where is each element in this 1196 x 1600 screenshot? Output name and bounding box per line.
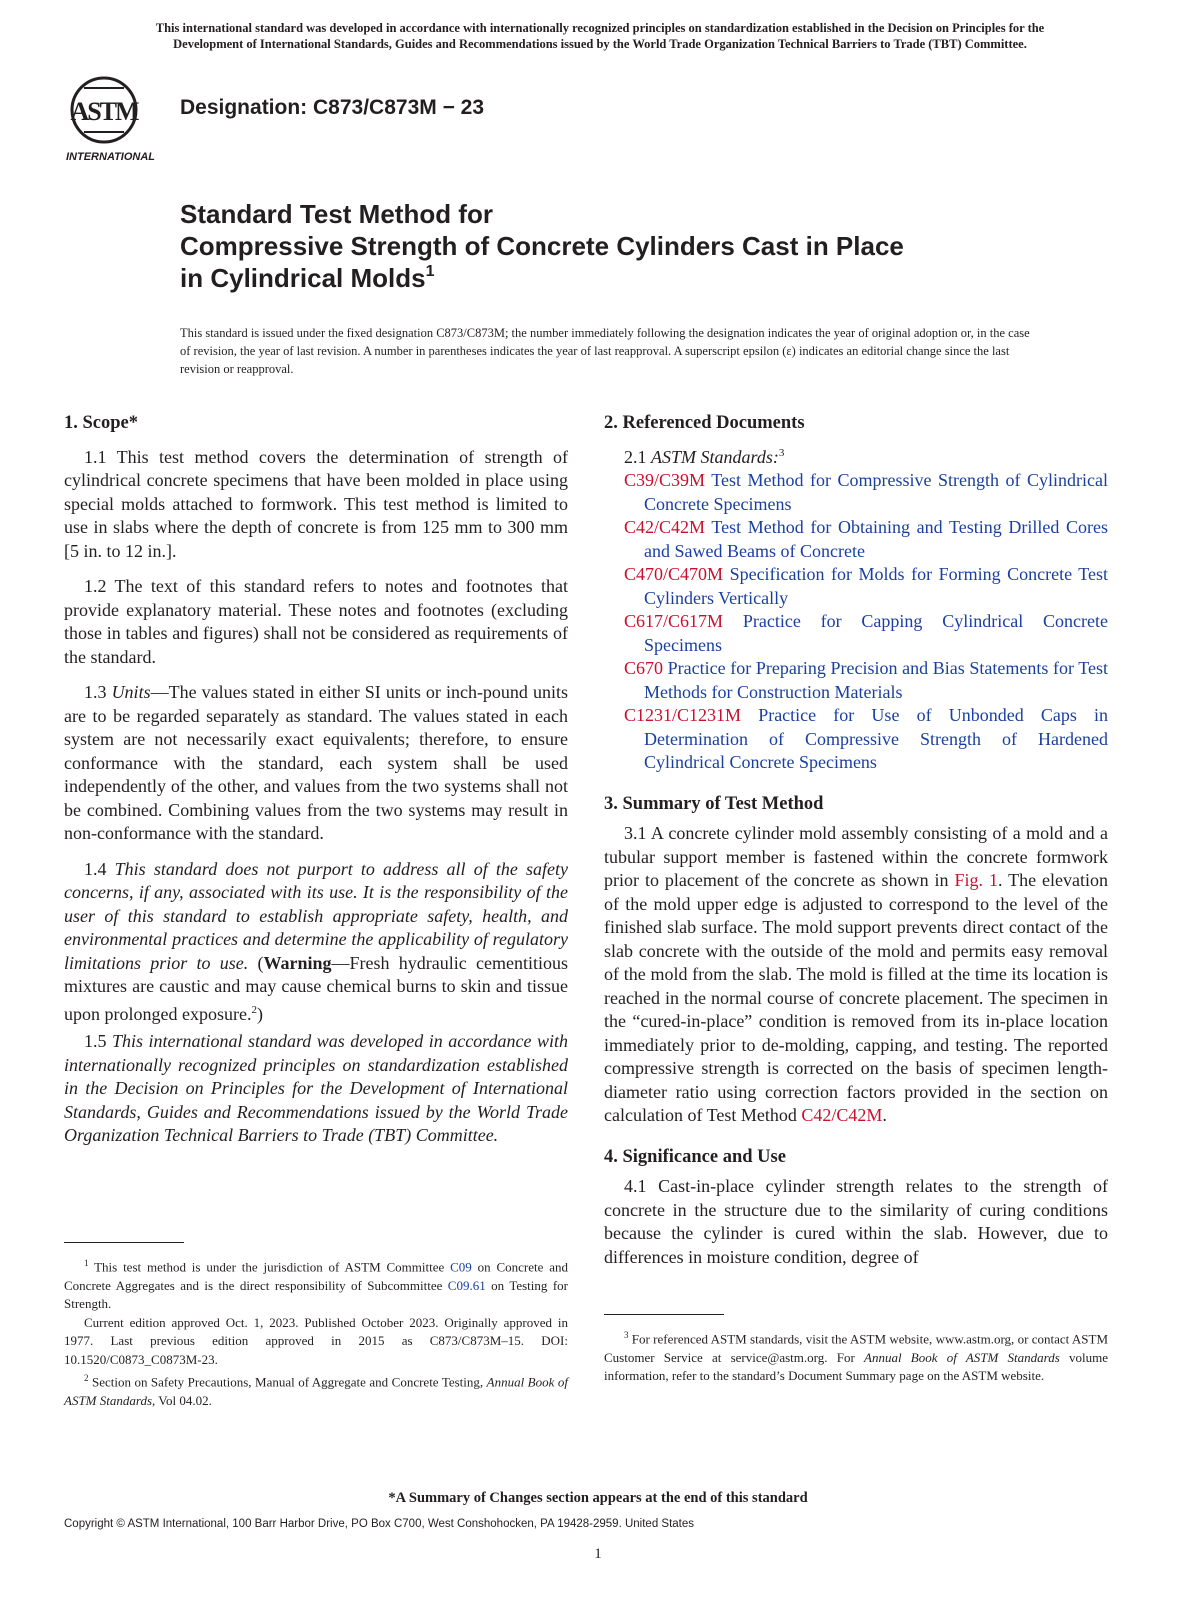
ref-item[interactable]: [604, 516, 1108, 563]
ref-item[interactable]: [604, 563, 1108, 610]
scope-1-5-italic: This international standard was developed in accordance with internationally recognized principles on standardization established in the Decision on Principles for the Development of International Standards, Guides and Recommendations issued by the World Trade Organization Technical Barriers to Trade (TBT) Committee.: [64, 1031, 568, 1145]
scope-1-3: [64, 681, 568, 846]
footnote-rule-right: [604, 1314, 724, 1315]
ref-item[interactable]: [604, 657, 1108, 704]
scope-1-4-rest: —Fresh hydraulic cementitious mixtures are caustic and may cause chemical burns to skin and tissue upon prolonged exposure.: [64, 952, 568, 1024]
link-fig-1[interactable]: Fig. 1: [954, 870, 998, 890]
referenced-documents-list: [604, 469, 1108, 775]
ref-code[interactable]: C42/C42M: [624, 517, 706, 537]
summary-of-changes-note: *A Summary of Changes section appears at the end of this standard: [388, 1490, 808, 1506]
link-c42[interactable]: C42/C42M: [801, 1105, 883, 1125]
astm-logo-icon: [66, 74, 166, 166]
right-column: [604, 412, 1108, 1269]
scope-1-5: [64, 1030, 568, 1148]
logo-caption: INTERNATIONAL: [66, 151, 156, 163]
designation: Designation: C873/C873M − 23: [180, 96, 485, 119]
footnote-right: [604, 1326, 1108, 1386]
footnote-3: [604, 1326, 1108, 1386]
title-line2: Compressive Strength of Concrete Cylinders Cast in Place: [180, 231, 904, 261]
scope-1-2: 1.2 The text of this standard refers to notes and footnotes that provide explanatory material. These notes and footnotes (excluding those in tables and figures) shall not be considered as requirements of the standard.: [64, 576, 568, 667]
wto-notice-line2: Development of International Standards, Guides and Recommendations issued by the World Trade Organization Technical Barriers to Trade (TBT) Committee.: [173, 37, 1027, 51]
scope-1-4-num: 1.4: [84, 858, 107, 879]
ref-sub-sup: 3: [778, 446, 785, 459]
scope-1-4-close: ): [256, 1003, 263, 1024]
fn1-mark: 1: [84, 1258, 89, 1268]
scope-1-3-num: 1.3: [84, 682, 107, 702]
significance-4-1: 4.1 Cast-in-place cylinder strength relates to the strength of concrete in the structure due to the similarity of curing conditions because the cylinder is cured within the slab. However, due to differences in moisture condition, degree of: [604, 1176, 1108, 1267]
ref-item[interactable]: [604, 469, 1108, 516]
footnote-2: [64, 1369, 568, 1410]
footnotes-left: [64, 1254, 568, 1411]
ref-sub-num: 2.1: [624, 446, 647, 467]
document-title: [180, 198, 1060, 294]
summary-3-1: [604, 822, 1108, 1128]
summary-heading: 3. Summary of Test Method: [604, 793, 824, 814]
title-line3: in Cylindrical Molds: [180, 263, 426, 293]
footnote-1: [64, 1254, 568, 1314]
ref-title[interactable]: Practice for Use of Unbonded Caps in Determination of Compressive Strength of Hardened Cylindrical Concrete Specimens: [644, 705, 1109, 772]
scope-1-1: 1.1 This test method covers the determination of strength of cylindrical concrete specimens that have been molded in place using special molds attached to formwork. This test method is limited to use in slabs where the depth of concrete is from 125 mm to 300 mm [5 in. to 12 in.].: [64, 446, 568, 561]
logo-text: ASTM: [70, 97, 138, 126]
ref-title[interactable]: Specification for Molds for Forming Concrete Test Cylinders Vertically: [644, 564, 1109, 608]
ref-item[interactable]: [604, 610, 1108, 657]
ref-code[interactable]: C617/C617M: [624, 611, 724, 631]
fn3-text-b: volume information, refer to the standard’s Document Summary page on the ASTM website.: [604, 1349, 1109, 1384]
summary-text-c: .: [882, 1105, 887, 1125]
referenced-documents-heading: 2. Referenced Documents: [604, 413, 805, 433]
fn1-text-b: on Concrete and Concrete Aggregates and is the direct responsibility of Subcommittee: [64, 1259, 568, 1293]
ref-title[interactable]: Test Method for Compressive Strength of Cylindrical Concrete Specimens: [644, 470, 1108, 514]
copyright-line: Copyright © ASTM International, 100 Barr Harbor Drive, PO Box C700, West Conshohocken, PA 19428-2959. United States: [64, 1518, 695, 1530]
scope-1-4: [64, 858, 568, 1027]
fn3-mark: 3: [624, 1330, 629, 1340]
wto-notice: [60, 20, 1140, 52]
link-c09-61[interactable]: C09.61: [447, 1277, 486, 1293]
fn2-text-b: , Vol 04.02.: [152, 1393, 212, 1409]
title-footnote-mark: 1: [425, 263, 435, 280]
ref-title[interactable]: Practice for Capping Cylindrical Concrete Specimens: [644, 611, 1108, 655]
fn1-text-c: on Testing for Strength.: [64, 1277, 568, 1312]
scope-1-4-sup: 2: [251, 1003, 257, 1016]
wto-notice-line1: This international standard was developed in accordance with internationally recognized principles on standardization established in the Decision on Principles for the: [155, 21, 1045, 35]
fn2-text-a: Section on Safety Precautions, Manual of Aggregate and Concrete Testing,: [88, 1374, 487, 1390]
title-line1: Standard Test Method for: [180, 199, 493, 229]
scope-1-4-open: (: [248, 952, 264, 973]
summary-text-b: . The elevation of the mold upper edge is adjusted to correspond to the level of the finished slab surface. The mold support prevents direct contact of the slab concrete with the outside of the mold and permits easy removal of the mold from the slab. The mold is filled at the time its location is reached in the normal course of concrete placement. The specimen in the “cured-in-place” condition is removed from its in-place location immediately prior to de-molding, capping, and testing. The reported compressive strength is corrected on the basis of specimen length-diameter ratio using correction factors provided in the section on calculation of Test Method: [604, 870, 1108, 1125]
fn3-text-a: For referenced ASTM standards, visit the ASTM website, www.astm.org, or contact ASTM Customer Service at service@astm.org. For: [604, 1331, 1108, 1365]
fn3-italic: Annual Book of ASTM Standards: [864, 1349, 1060, 1365]
ref-title[interactable]: Test Method for Obtaining and Testing Drilled Cores and Sawed Beams of Concrete: [644, 517, 1108, 561]
ref-title[interactable]: Practice for Preparing Precision and Bias Statements for Test Methods for Construction Materials: [644, 658, 1109, 702]
link-c09[interactable]: C09: [450, 1259, 472, 1275]
significance-heading: 4. Significance and Use: [604, 1146, 786, 1167]
footnote-1-edition: Current edition approved Oct. 1, 2023. Published October 2023. Originally approved in 1977. Last previous edition approved in 2015 as C873/C873M–15. DOI: 10.1520/C0873_C0873M-23.: [64, 1314, 568, 1367]
astm-logo: [66, 74, 166, 166]
ref-item[interactable]: [604, 704, 1108, 775]
astm-standards-subheading: [604, 442, 1108, 470]
footnote-rule-left: [64, 1242, 184, 1243]
warning-label: Warning: [263, 952, 332, 973]
issued-note: This standard is issued under the fixed designation C873/C873M; the number immediately following the designation indicates the year of original adoption or, in the case of revision, the year of last revision. A number in parentheses indicates the year of last reapproval. A superscript epsilon (ε) indicates an editorial change since the last revision or reapproval.: [180, 326, 1030, 376]
scope-1-4-italic: This standard does not purport to address all of the safety concerns, if any, associated with its use. It is the responsibility of the user of this standard to establish appropriate safety, health, and environmental practices and determine the applicability of regulatory limitations prior to use.: [64, 858, 569, 973]
ref-code[interactable]: C470/C470M: [624, 564, 724, 584]
ref-code[interactable]: C670: [624, 658, 664, 678]
fn2-mark: 2: [84, 1373, 89, 1384]
scope-1-5-num: 1.5: [84, 1031, 107, 1051]
ref-sub-label: ASTM Standards:: [651, 446, 779, 467]
summary-text-a: 3.1 A concrete cylinder mold assembly consisting of a mold and a tubular support member is fastened within the concrete formwork prior to placement of the concrete as shown in: [604, 823, 1108, 890]
fn2-italic: Annual Book of ASTM Standards: [64, 1374, 568, 1409]
ref-code[interactable]: C39/C39M: [624, 470, 706, 490]
page-number: 1: [594, 1546, 602, 1562]
scope-1-3-term: Units: [111, 682, 151, 702]
ref-code[interactable]: C1231/C1231M: [624, 705, 742, 725]
fn1-text-a: This test method is under the jurisdiction of ASTM Committee: [88, 1259, 451, 1275]
scope-1-3-text: —The values stated in either SI units or inch-pound units are to be regarded separately as standard. The values stated in each system are not necessarily exact equivalents; therefore, to ensure conformance with the standard, each system shall be used independently of the other, and values from the two systems shall not be combined. Combining values from the two systems may result in non-conformance with the standard.: [64, 682, 568, 843]
scope-heading: 1. Scope*: [64, 413, 138, 433]
left-column: [64, 412, 568, 1148]
